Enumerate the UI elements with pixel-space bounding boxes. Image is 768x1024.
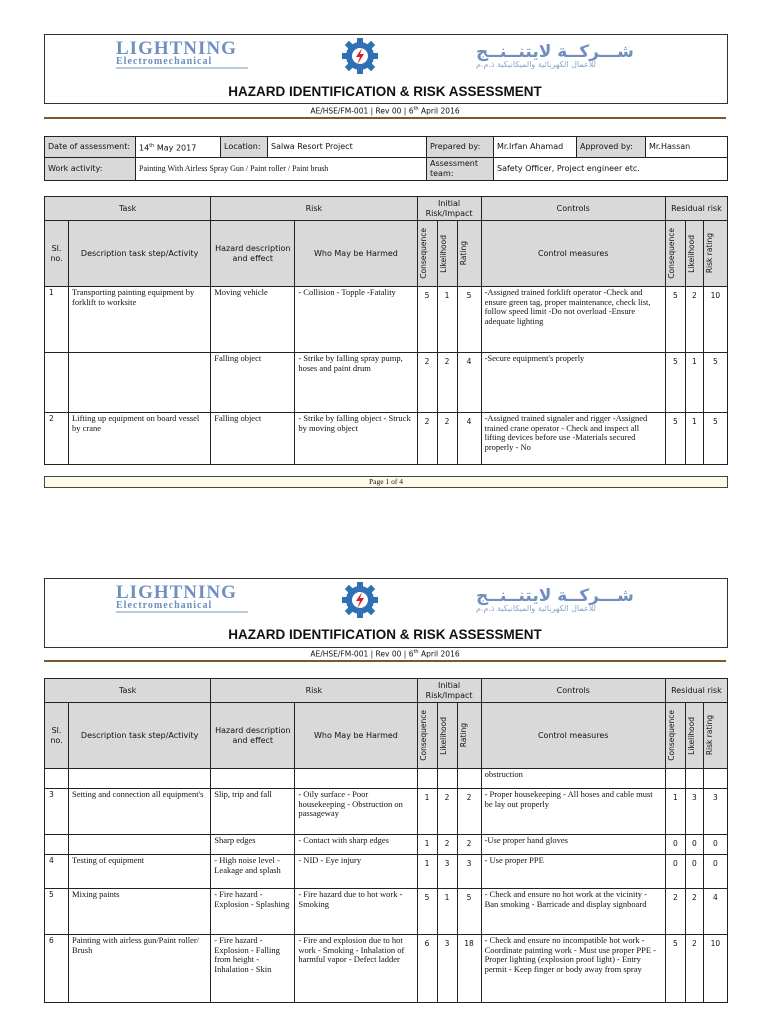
divider bbox=[44, 117, 726, 119]
row-rating: 5 bbox=[457, 889, 481, 935]
approved-label: Approved by: bbox=[577, 137, 646, 158]
row-task: Painting with airless gun/Paint roller/ Brush bbox=[69, 935, 211, 1003]
brand-subtitle-en: Electromechanical bbox=[116, 600, 213, 611]
col-controls: Controls bbox=[481, 679, 665, 703]
row-res-consequence: 5 bbox=[665, 353, 685, 413]
col-likelihood: Likelihood bbox=[437, 221, 457, 287]
row-res-rating: 4 bbox=[703, 889, 727, 935]
row-rating bbox=[457, 769, 481, 789]
row-task: Setting and connection all equipment's bbox=[69, 789, 211, 835]
page-title: HAZARD IDENTIFICATION & RISK ASSESSMENT bbox=[228, 84, 542, 99]
row-res-consequence: 2 bbox=[665, 889, 685, 935]
row-consequence: 5 bbox=[417, 889, 437, 935]
risk-table-page-1 bbox=[44, 196, 728, 465]
gear-lightning-logo-icon bbox=[332, 36, 388, 76]
row-controls: -Assigned trained forklift operator -Check and ensure green tag, proper maintenance, check list, follow speed limit -Do not overload -Ensure adequate lighting bbox=[481, 287, 665, 353]
col-consequence: Consequence bbox=[417, 221, 437, 287]
table-row bbox=[45, 353, 728, 413]
row-res-likelihood: 1 bbox=[685, 353, 703, 413]
row-res-consequence: 5 bbox=[665, 287, 685, 353]
col-task: Task bbox=[45, 197, 211, 221]
row-sl: 4 bbox=[45, 855, 69, 889]
col-risk: Risk bbox=[211, 197, 417, 221]
row-task bbox=[69, 353, 211, 413]
approved-value: Mr.Hassan bbox=[646, 137, 728, 158]
brand-name-ar: شـــركــة لايتنــنــج bbox=[476, 586, 634, 606]
team-label: Assessment team: bbox=[427, 158, 494, 181]
row-task bbox=[69, 769, 211, 789]
col-residual: Residual risk bbox=[665, 197, 727, 221]
row-consequence: 1 bbox=[417, 835, 437, 855]
location-value: Salwa Resort Project bbox=[268, 137, 427, 158]
col-risk: Risk bbox=[211, 679, 417, 703]
row-res-consequence bbox=[665, 769, 685, 789]
row-res-rating: 3 bbox=[703, 789, 727, 835]
activity-label: Work activity: bbox=[45, 158, 136, 181]
col-desc: Description task step/Activity bbox=[69, 221, 211, 287]
brand-subtitle-en: Electromechanical bbox=[116, 56, 213, 67]
row-task: Lifting up equipment on board vessel by crane bbox=[69, 413, 211, 465]
date-value: 14th May 2017 bbox=[136, 137, 221, 158]
row-res-likelihood: 1 bbox=[685, 413, 703, 465]
row-hazard: Sharp edges bbox=[211, 835, 295, 855]
row-res-consequence: 0 bbox=[665, 835, 685, 855]
row-who: - Strike by falling spray pump, hoses and paint drum bbox=[295, 353, 417, 413]
row-likelihood: 2 bbox=[437, 413, 457, 465]
row-res-rating: 5 bbox=[703, 413, 727, 465]
row-res-likelihood: 2 bbox=[685, 889, 703, 935]
table-row bbox=[45, 855, 728, 889]
row-likelihood: 2 bbox=[437, 835, 457, 855]
row-who bbox=[295, 769, 417, 789]
table-row bbox=[45, 287, 728, 353]
row-who: - Collision - Topple -Fatality bbox=[295, 287, 417, 353]
row-res-rating: 10 bbox=[703, 287, 727, 353]
row-hazard bbox=[211, 769, 295, 789]
row-likelihood: 3 bbox=[437, 855, 457, 889]
table-row bbox=[45, 789, 728, 835]
row-task bbox=[69, 835, 211, 855]
row-likelihood: 2 bbox=[437, 353, 457, 413]
row-sl: 3 bbox=[45, 789, 69, 835]
row-res-likelihood: 2 bbox=[685, 287, 703, 353]
row-res-consequence: 1 bbox=[665, 789, 685, 835]
doc-code: AE/HSE/FM-001 | Rev 00 | 6th April 2016 bbox=[310, 649, 460, 659]
row-consequence: 1 bbox=[417, 855, 437, 889]
row-sl: 2 bbox=[45, 413, 69, 465]
gear-lightning-logo-icon bbox=[332, 580, 388, 620]
brand-subtitle-ar: للأعمال الكهربائية والميكانيكية ذ.م.م bbox=[476, 604, 596, 613]
page-1 bbox=[44, 34, 728, 494]
col-res-consequence: Consequence bbox=[665, 703, 685, 769]
row-hazard: - Fire hazard - Explosion - Splashing bbox=[211, 889, 295, 935]
row-consequence: 2 bbox=[417, 413, 437, 465]
row-who: - Oily surface - Poor housekeeping - Obstruction on passageway bbox=[295, 789, 417, 835]
brand-name-en: LIGHTNING bbox=[116, 38, 237, 59]
col-res-likelihood: Likelihood bbox=[685, 703, 703, 769]
row-task: Mixing paints bbox=[69, 889, 211, 935]
col-sl: Sl. no. bbox=[45, 703, 69, 769]
brand-name-en: LIGHTNING bbox=[116, 582, 237, 603]
assessment-info-table bbox=[44, 136, 728, 181]
row-consequence: 6 bbox=[417, 935, 437, 1003]
row-likelihood: 1 bbox=[437, 287, 457, 353]
table-row bbox=[45, 889, 728, 935]
col-measures: Control measures bbox=[481, 221, 665, 287]
row-hazard: - Fire hazard - Explosion - Falling from height - Inhalation - Skin bbox=[211, 935, 295, 1003]
row-sl bbox=[45, 769, 69, 789]
table-row bbox=[45, 935, 728, 1003]
col-residual: Residual risk bbox=[665, 679, 727, 703]
row-consequence: 1 bbox=[417, 789, 437, 835]
row-controls: -Assigned trained signaler and rigger -Assigned trained crane operator - Check and inspect all lifting devices before use -Materials secured properly - No bbox=[481, 413, 665, 465]
team-value: Safety Officer, Project engineer etc. bbox=[494, 158, 728, 181]
row-who: - Strike by falling object - Struck by moving object bbox=[295, 413, 417, 465]
row-rating: 2 bbox=[457, 789, 481, 835]
row-controls: - Check and ensure no incompatible hot work - Coordinate painting work - Must use proper PPE - Proper lighting (explosion proof light) - Entry permit - Keep finger or body away from spray bbox=[481, 935, 665, 1003]
row-res-rating bbox=[703, 769, 727, 789]
row-res-rating: 0 bbox=[703, 855, 727, 889]
col-likelihood: Likelihood bbox=[437, 703, 457, 769]
row-res-rating: 0 bbox=[703, 835, 727, 855]
col-res-rating: Risk rating bbox=[703, 221, 727, 287]
row-hazard: - High noise level - Leakage and splash bbox=[211, 855, 295, 889]
location-label: Location: bbox=[221, 137, 268, 158]
row-res-likelihood: 2 bbox=[685, 935, 703, 1003]
row-likelihood: 3 bbox=[437, 935, 457, 1003]
row-controls: obstruction bbox=[481, 769, 665, 789]
col-task: Task bbox=[45, 679, 211, 703]
brand-subtitle-ar: للأعمال الكهربائية والميكانيكية ذ.م.م bbox=[476, 60, 596, 69]
row-rating: 5 bbox=[457, 287, 481, 353]
row-hazard: Slip, trip and fall bbox=[211, 789, 295, 835]
col-who: Who May be Harmed bbox=[295, 703, 417, 769]
row-likelihood bbox=[437, 769, 457, 789]
col-initial: Initial Risk/Impact bbox=[417, 679, 481, 703]
row-res-consequence: 0 bbox=[665, 855, 685, 889]
row-res-rating: 10 bbox=[703, 935, 727, 1003]
row-who: - Fire hazard due to hot work - Smoking bbox=[295, 889, 417, 935]
col-hazard: Hazard description and effect bbox=[211, 703, 295, 769]
page-footer: Page 1 of 4 bbox=[44, 476, 728, 488]
col-controls: Controls bbox=[481, 197, 665, 221]
row-who: - Fire and explosion due to hot work - Smoking - Inhalation of harmful vapor - Defect ladder bbox=[295, 935, 417, 1003]
row-res-likelihood bbox=[685, 769, 703, 789]
activity-value: Painting With Airless Spray Gun / Paint roller / Paint brush bbox=[136, 158, 427, 181]
row-sl bbox=[45, 353, 69, 413]
row-rating: 2 bbox=[457, 835, 481, 855]
page-title: HAZARD IDENTIFICATION & RISK ASSESSMENT bbox=[228, 627, 542, 642]
row-task: Transporting painting equipment by forklift to worksite bbox=[69, 287, 211, 353]
brand-name-ar: شـــركــة لايتنــنــج bbox=[476, 42, 634, 62]
table-row bbox=[45, 413, 728, 465]
col-initial: Initial Risk/Impact bbox=[417, 197, 481, 221]
row-res-rating: 5 bbox=[703, 353, 727, 413]
row-hazard: Falling object bbox=[211, 413, 295, 465]
row-rating: 3 bbox=[457, 855, 481, 889]
col-measures: Control measures bbox=[481, 703, 665, 769]
logo-row bbox=[44, 34, 726, 76]
row-res-consequence: 5 bbox=[665, 413, 685, 465]
row-consequence bbox=[417, 769, 437, 789]
row-hazard: Falling object bbox=[211, 353, 295, 413]
row-likelihood: 2 bbox=[437, 789, 457, 835]
row-hazard: Moving vehicle bbox=[211, 287, 295, 353]
row-consequence: 5 bbox=[417, 287, 437, 353]
risk-table-page-2 bbox=[44, 678, 728, 1003]
table-row bbox=[45, 769, 728, 789]
col-hazard: Hazard description and effect bbox=[211, 221, 295, 287]
col-rating: Rating bbox=[457, 221, 481, 287]
row-controls: -Secure equipment's properly bbox=[481, 353, 665, 413]
date-label: Date of assessment: bbox=[45, 137, 136, 158]
row-sl: 6 bbox=[45, 935, 69, 1003]
row-sl: 1 bbox=[45, 287, 69, 353]
row-controls: - Proper housekeeping - All hoses and cable must be lay out properly bbox=[481, 789, 665, 835]
row-consequence: 2 bbox=[417, 353, 437, 413]
row-rating: 4 bbox=[457, 353, 481, 413]
table-row bbox=[45, 835, 728, 855]
row-who: - Contact with sharp edges bbox=[295, 835, 417, 855]
col-sl: Sl. no. bbox=[45, 221, 69, 287]
row-rating: 4 bbox=[457, 413, 481, 465]
row-who: - NID - Eye injury bbox=[295, 855, 417, 889]
row-res-likelihood: 3 bbox=[685, 789, 703, 835]
row-res-likelihood: 0 bbox=[685, 835, 703, 855]
doc-code: AE/HSE/FM-001 | Rev 00 | 6th April 2016 bbox=[310, 106, 460, 116]
col-res-likelihood: Likelihood bbox=[685, 221, 703, 287]
col-rating: Rating bbox=[457, 703, 481, 769]
logo-row bbox=[44, 578, 726, 620]
col-who: Who May be Harmed bbox=[295, 221, 417, 287]
col-consequence: Consequence bbox=[417, 703, 437, 769]
col-res-rating: Risk rating bbox=[703, 703, 727, 769]
row-sl: 5 bbox=[45, 889, 69, 935]
prepared-label: Prepared by: bbox=[427, 137, 494, 158]
prepared-value: Mr.Irfan Ahamad bbox=[494, 137, 577, 158]
row-controls: -Use proper hand gloves bbox=[481, 835, 665, 855]
col-desc: Description task step/Activity bbox=[69, 703, 211, 769]
row-sl bbox=[45, 835, 69, 855]
row-task: Testing of equipment bbox=[69, 855, 211, 889]
divider bbox=[44, 660, 726, 662]
row-res-likelihood: 0 bbox=[685, 855, 703, 889]
row-likelihood: 1 bbox=[437, 889, 457, 935]
page-2 bbox=[44, 578, 728, 1024]
row-controls: - Use proper PPE bbox=[481, 855, 665, 889]
row-controls: - Check and ensure no hot work at the vicinity - Ban smoking - Barricade and display signboard bbox=[481, 889, 665, 935]
col-res-consequence: Consequence bbox=[665, 221, 685, 287]
row-rating: 18 bbox=[457, 935, 481, 1003]
row-res-consequence: 5 bbox=[665, 935, 685, 1003]
